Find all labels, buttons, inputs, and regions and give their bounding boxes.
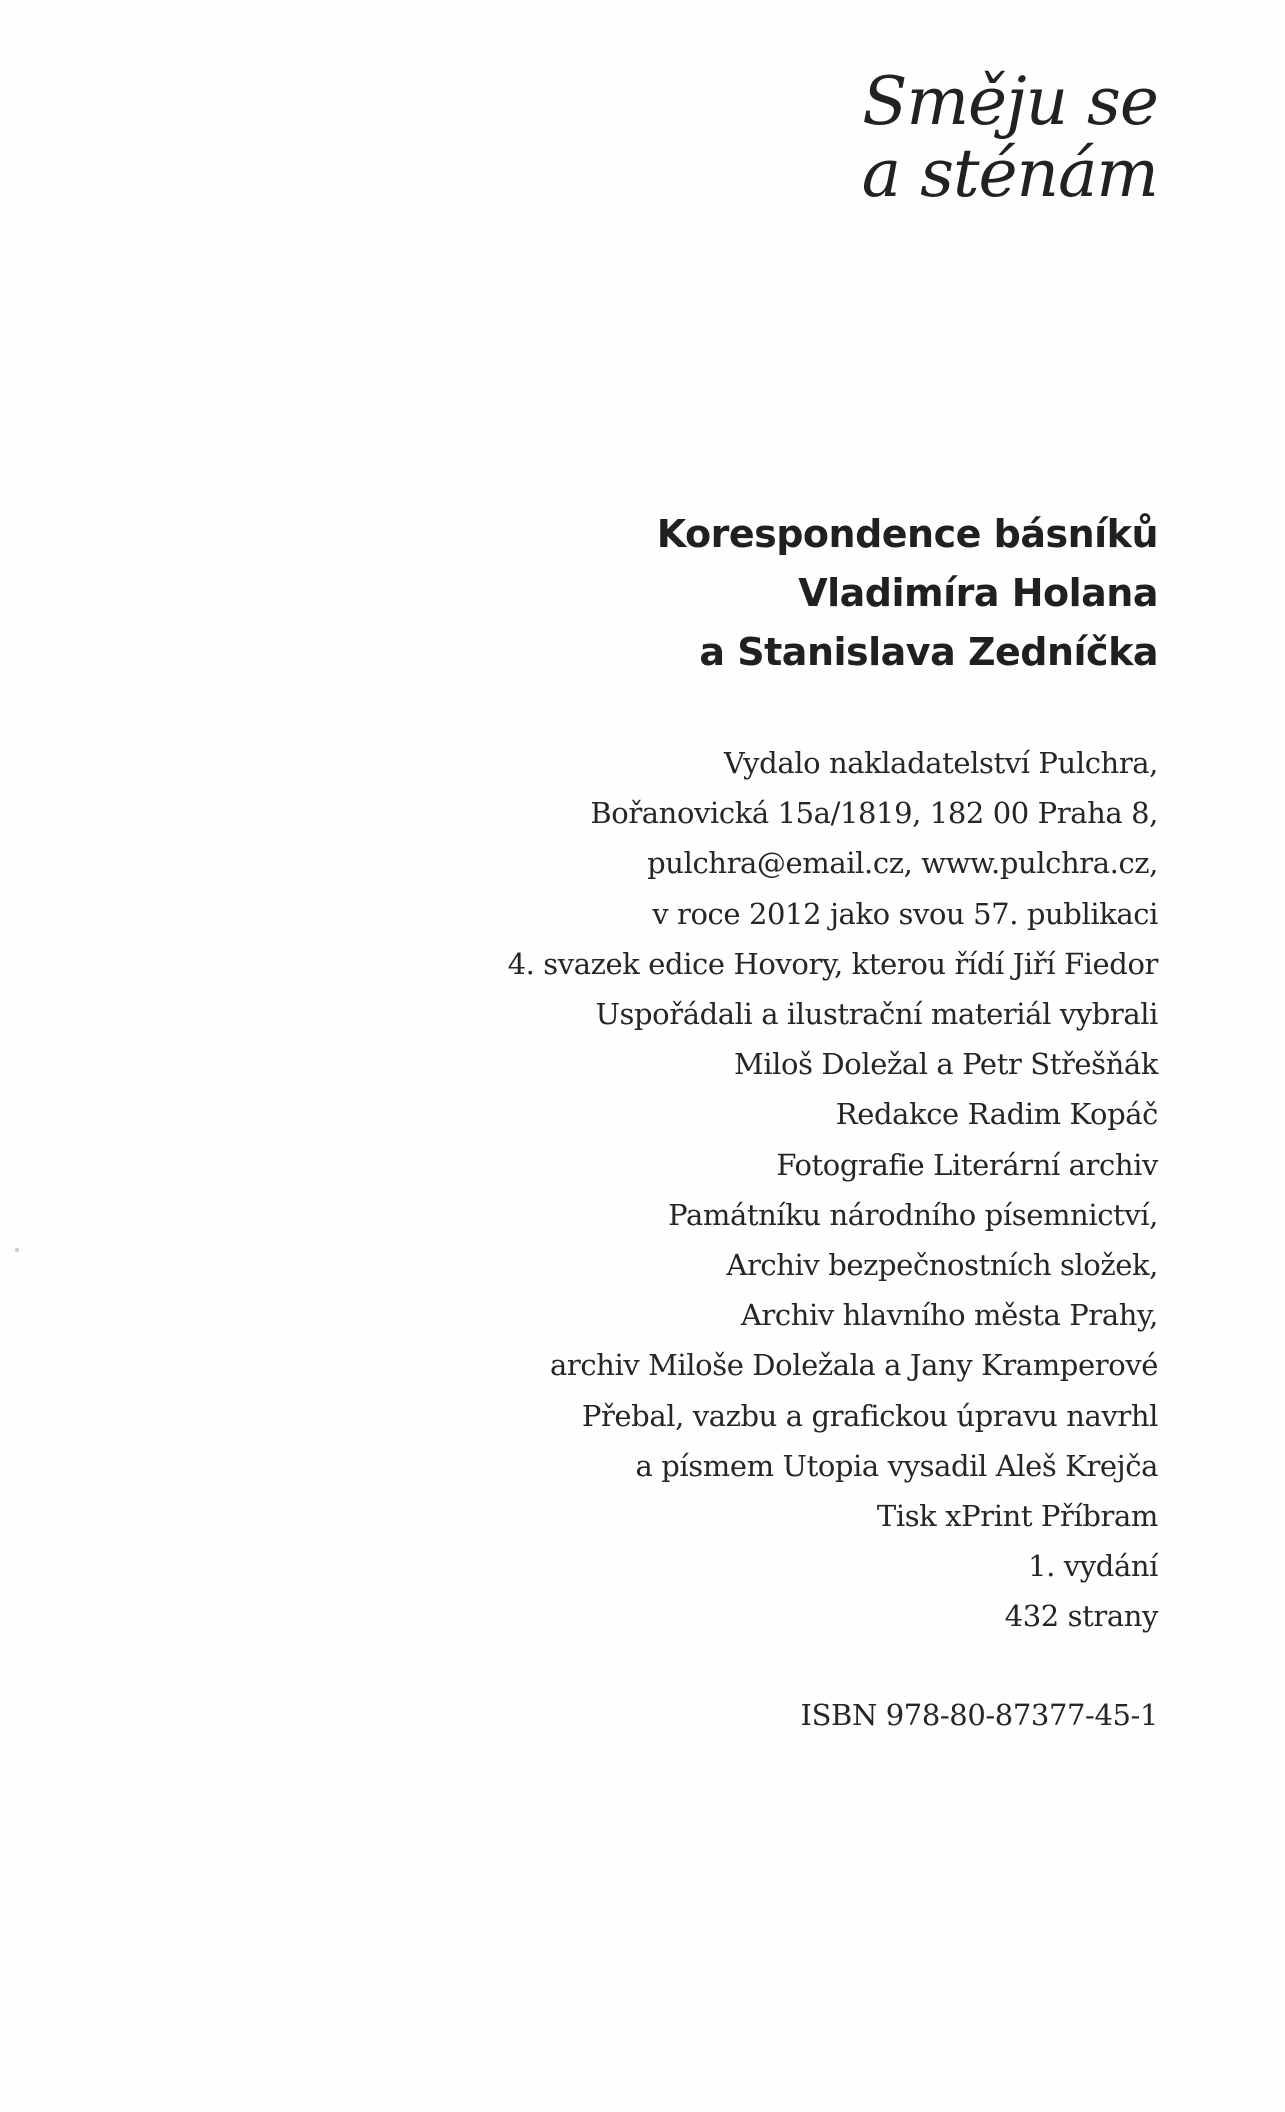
book-subtitle-line-2: Vladimíra Holana <box>798 571 1158 615</box>
colophon-line: Přebal, vazbu a grafickou úpravu navrhl <box>581 1398 1158 1433</box>
colophon-line: Památníku národního písemnictví, <box>668 1197 1158 1232</box>
book-title-line-2: a sténám <box>861 135 1158 212</box>
colophon-line: Bořanovická 15a/1819, 182 00 Praha 8, <box>590 796 1158 831</box>
colophon-line: a písmem Utopia vysadil Aleš Krejča <box>635 1448 1158 1483</box>
book-subtitle-line-1: Korespondence básníků <box>656 512 1158 556</box>
colophon-line: Redakce Radim Kopáč <box>835 1097 1158 1132</box>
colophon-line: Archiv hlavního města Prahy, <box>740 1298 1158 1333</box>
colophon-line: archiv Miloše Doležala a Jany Kramperové <box>549 1348 1158 1383</box>
book-title <box>861 63 1158 212</box>
colophon-line: pulchra@email.cz, www.pulchra.cz, <box>647 846 1158 881</box>
colophon-line: 4. svazek edice Hovory, kterou řídí Jiří Fiedor <box>507 946 1158 981</box>
isbn: ISBN 978-80-87377-45-1 <box>800 1698 1158 1732</box>
colophon-line: Miloš Doležal a Petr Střešňák <box>734 1047 1158 1082</box>
colophon-line: Uspořádali a ilustrační materiál vybrali <box>595 997 1158 1032</box>
colophon-line: v roce 2012 jako svou 57. publikaci <box>652 896 1158 931</box>
book-subtitle <box>657 505 1158 682</box>
paper-speck <box>15 1248 19 1252</box>
book-subtitle-line-3: a Stanislava Zedníčka <box>699 630 1158 674</box>
book-title-line-1: Směju se <box>862 63 1158 140</box>
colophon <box>508 738 1158 1642</box>
colophon-line: 1. vydání <box>1028 1549 1158 1584</box>
colophon-line: Tisk xPrint Příbram <box>876 1499 1158 1534</box>
colophon-line: 432 strany <box>1004 1599 1158 1634</box>
colophon-line: Fotografie Literární archiv <box>776 1147 1158 1182</box>
colophon-line: Archiv bezpečnostních složek, <box>726 1248 1158 1283</box>
colophon-line: Vydalo nakladatelství Pulchra, <box>723 746 1158 780</box>
